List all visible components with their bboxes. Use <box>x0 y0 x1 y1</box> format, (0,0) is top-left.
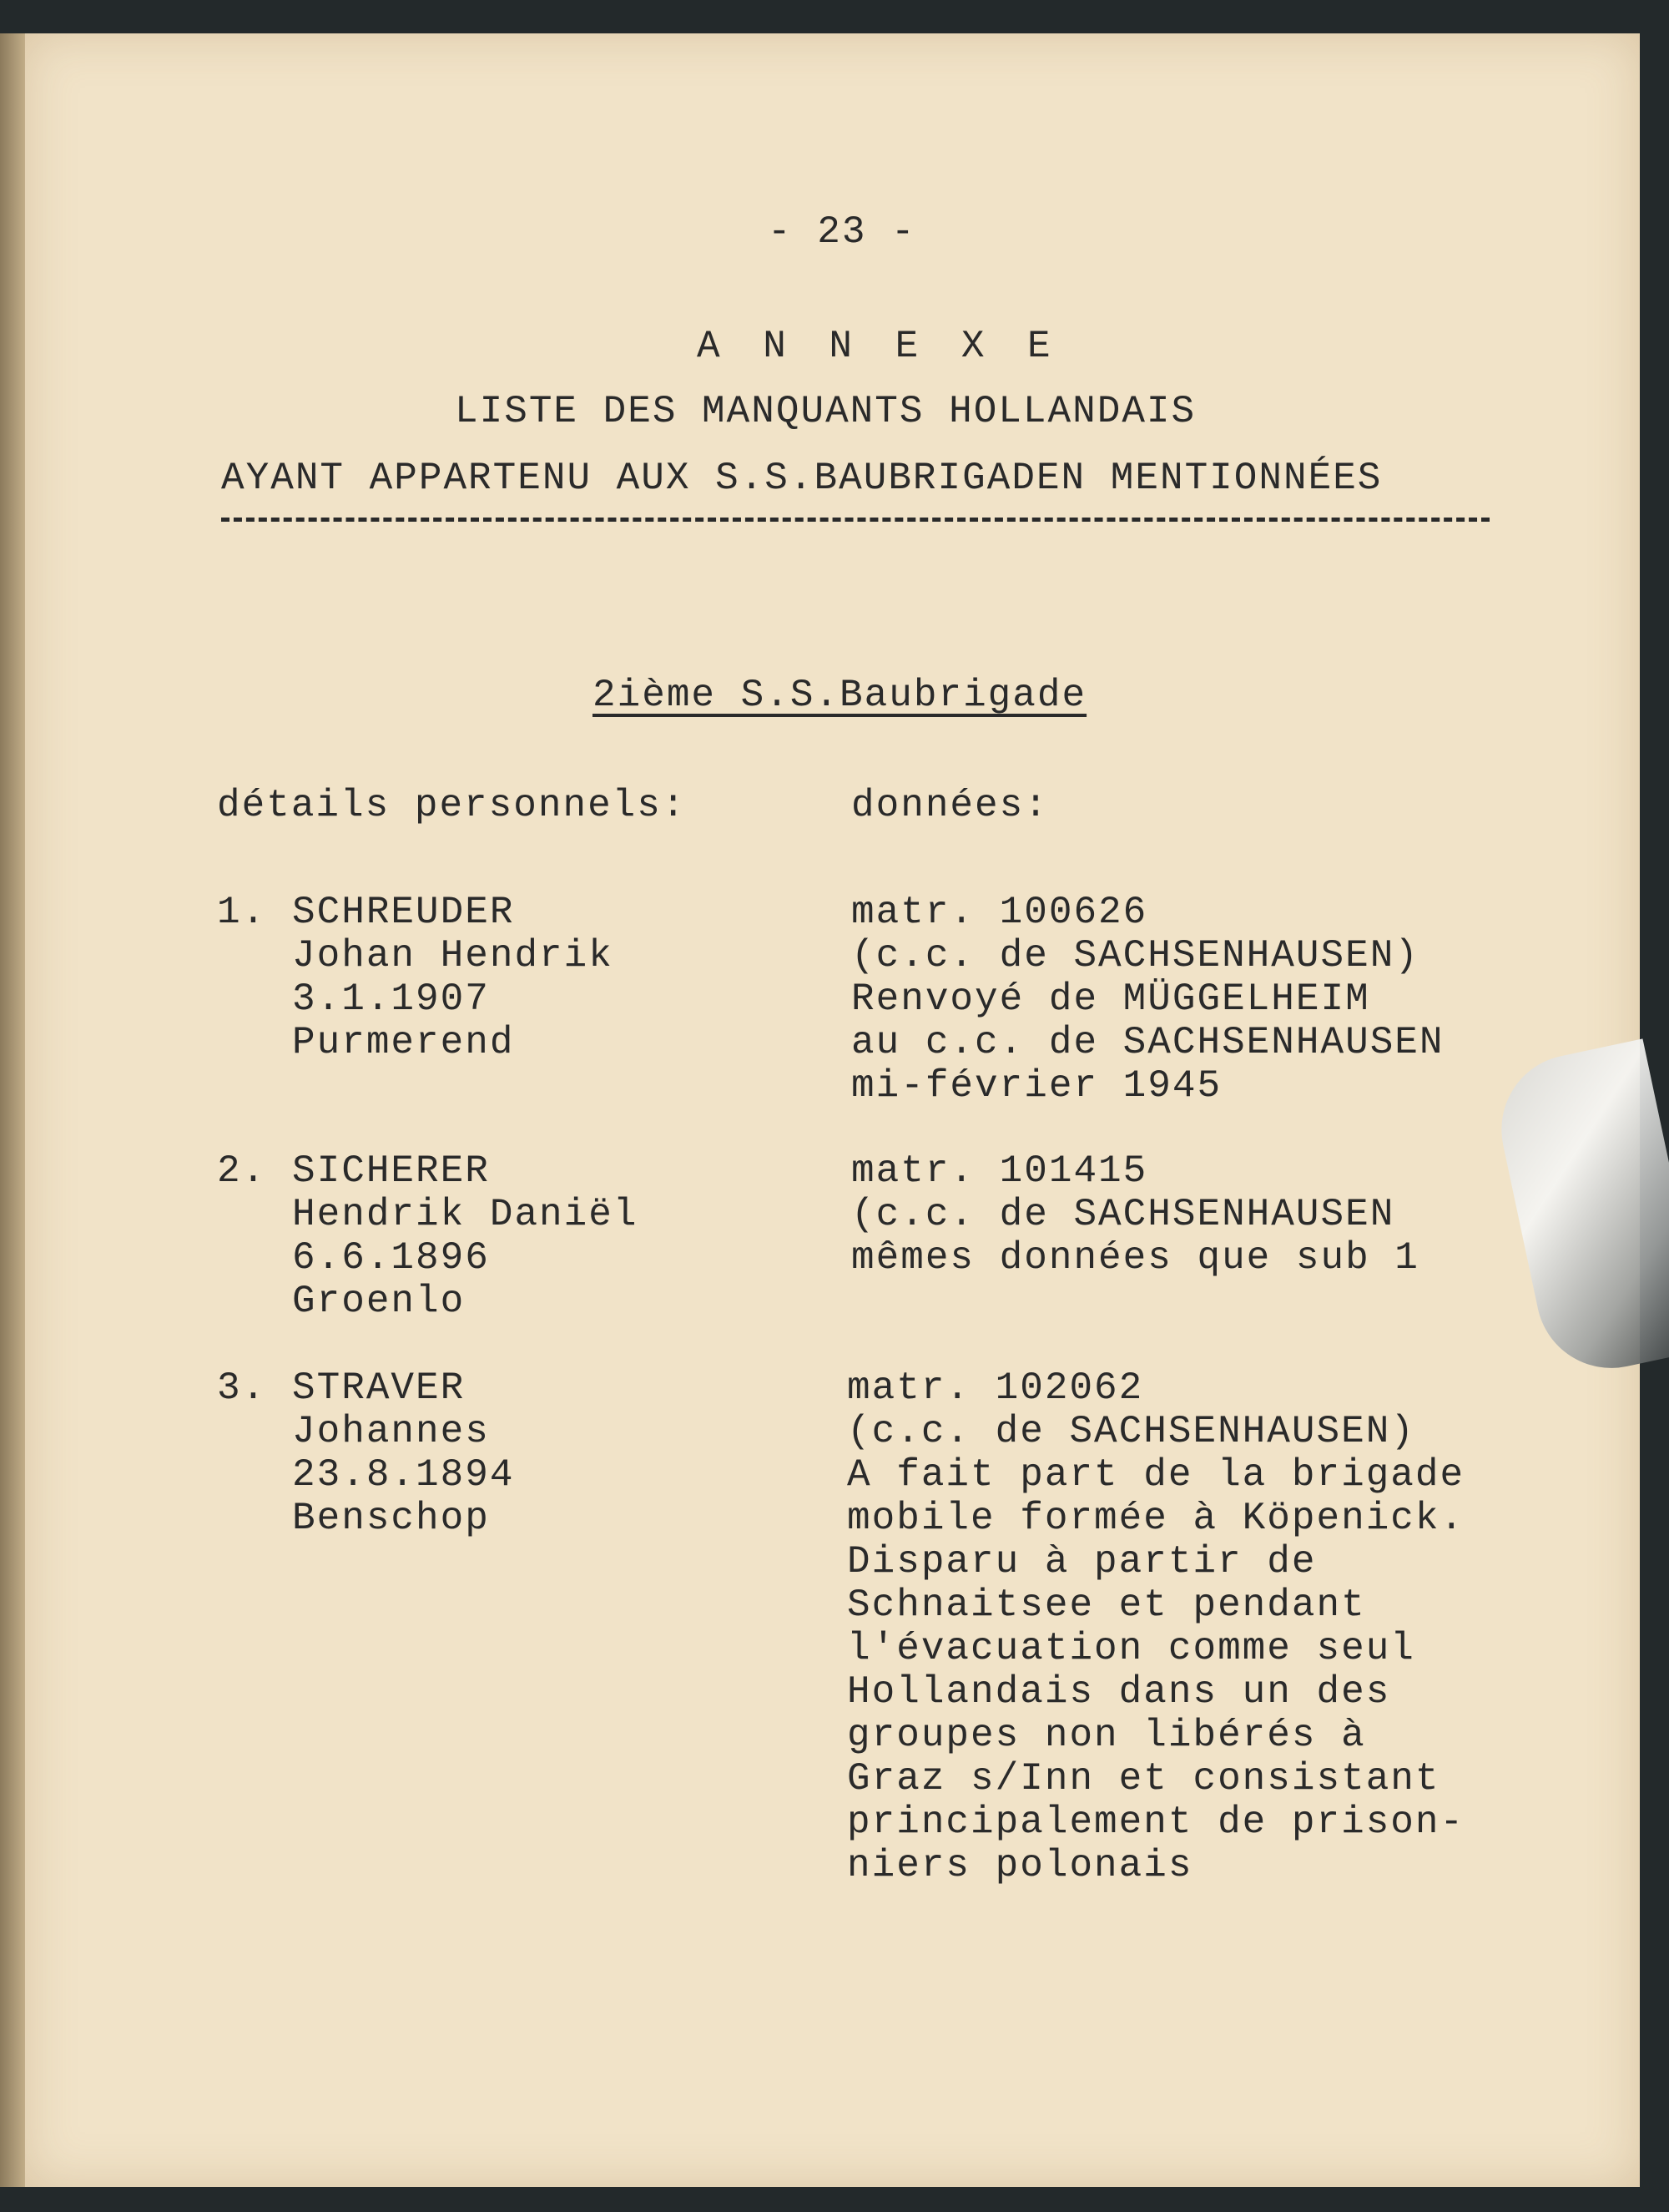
entry-data-line: mi-février 1945 <box>851 1064 1223 1108</box>
annexe-subtitle-line1: LISTE DES MANQUANTS HOLLANDAIS <box>455 390 1197 433</box>
entry-data-line: matr. 101415 <box>851 1149 1148 1193</box>
entry-data-line: Schnaitsee et pendant <box>847 1583 1366 1627</box>
header-donnees: données: <box>851 784 1049 827</box>
entry-number: 3. <box>217 1366 267 1410</box>
entry-firstname: Johannes <box>292 1410 490 1453</box>
entry-firstname: Johan Hendrik <box>292 934 613 977</box>
entry-birthdate: 23.8.1894 <box>292 1453 515 1497</box>
entry-data-line: Graz s/Inn et consistant <box>847 1757 1440 1800</box>
binding-spine <box>0 33 28 2187</box>
annexe-subtitle-line2: AYANT APPARTENU AUX S.S.BAUBRIGADEN MENTIONNÉES <box>221 457 1383 500</box>
entry-data-line: matr. 102062 <box>847 1366 1144 1410</box>
entry-birthdate: 6.6.1896 <box>292 1236 490 1280</box>
entry-number: 1. <box>217 891 267 934</box>
entry-data-line: groupes non libérés à <box>847 1714 1366 1757</box>
entry-data-line: Hollandais dans un des <box>847 1670 1391 1714</box>
entry-birthplace: Benschop <box>292 1497 490 1540</box>
entry-name: STRAVER <box>292 1366 466 1410</box>
entry-data-line: Disparu à partir de <box>847 1540 1317 1583</box>
entry-birthdate: 3.1.1907 <box>292 977 490 1021</box>
entry-firstname: Hendrik Daniël <box>292 1193 638 1236</box>
entry-data-line: au c.c. de SACHSENHAUSEN <box>851 1021 1445 1064</box>
entry-name: SICHERER <box>292 1149 490 1193</box>
annexe-title: A N N E X E <box>697 325 1061 368</box>
heading-rule <box>221 518 1490 522</box>
entry-number: 2. <box>217 1149 267 1193</box>
entry-data-line: mêmes données que sub 1 <box>851 1236 1419 1280</box>
entry-birthplace: Groenlo <box>292 1280 466 1323</box>
header-details: détails personnels: <box>217 784 687 827</box>
entry-data-line: A fait part de la brigade <box>847 1453 1465 1497</box>
entry-data-line: principalement de prison- <box>847 1800 1465 1844</box>
entry-data-line: (c.c. de SACHSENHAUSEN) <box>851 934 1419 977</box>
entry-birthplace: Purmerend <box>292 1021 515 1064</box>
entry-data-line: matr. 100626 <box>851 891 1148 934</box>
entry-data-line: (c.c. de SACHSENHAUSEN <box>851 1193 1395 1236</box>
entry-data-line: mobile formée à Köpenick. <box>847 1497 1465 1540</box>
page-number: - 23 - <box>768 210 916 254</box>
entry-data-line: niers polonais <box>847 1844 1193 1887</box>
section-title: 2ième S.S.Baubrigade <box>592 674 1087 717</box>
entry-data-line: l'évacuation comme seul <box>847 1627 1415 1670</box>
entry-data-line: (c.c. de SACHSENHAUSEN) <box>847 1410 1415 1453</box>
entry-name: SCHREUDER <box>292 891 515 934</box>
document-page <box>25 33 1640 2187</box>
entry-data-line: Renvoyé de MÜGGELHEIM <box>851 977 1370 1021</box>
